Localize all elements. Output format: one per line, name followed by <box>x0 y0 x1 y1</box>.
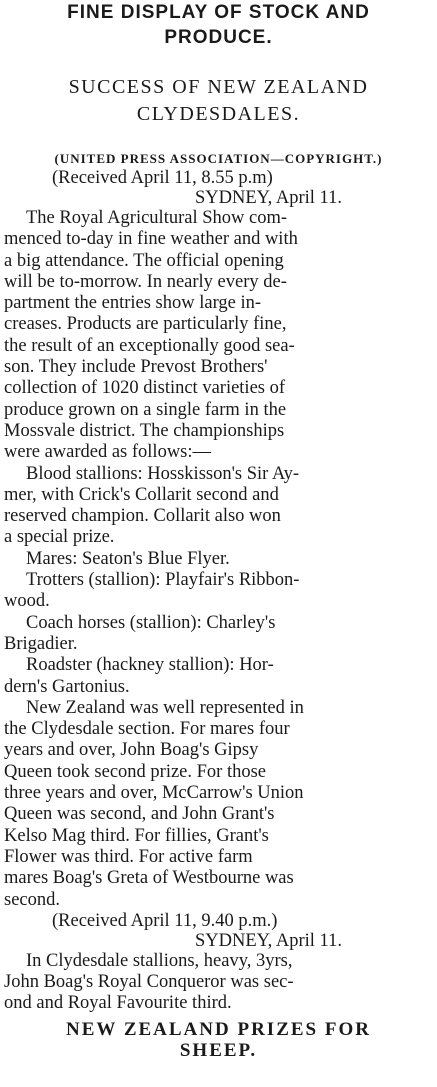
body-line: years and over, John Boag's Gipsy <box>4 740 259 761</box>
next-headline-line-1: NEW ZEALAND PRIZES FOR <box>66 1018 371 1040</box>
article-body-1 <box>4 208 433 911</box>
body-line: creases. Products are particularly fine, <box>4 314 287 335</box>
body-line: menced to-day in fine weather and with <box>4 229 298 250</box>
article-body-2 <box>4 951 433 1015</box>
body-line: John Boag's Royal Conqueror was sec- <box>4 972 294 993</box>
body-line: collection of 1020 distinct varieties of <box>4 378 286 399</box>
body-line: In Clydesdale stallions, heavy, 3yrs, <box>26 950 293 971</box>
body-line: Queen was second, and John Grant's <box>4 804 275 825</box>
body-line: second. <box>4 889 60 910</box>
headline-line-1: FINE DISPLAY OF STOCK AND <box>67 2 370 23</box>
body-line: a big attendance. The official opening <box>4 250 284 271</box>
subheadline-line-2: CLYDESDALES. <box>136 103 301 125</box>
body-line: Queen took second prize. For those <box>4 761 267 782</box>
body-line: dern's Gartonius. <box>4 676 130 697</box>
headline-line-2: PRODUCE. <box>164 27 273 48</box>
body-line: The Royal Agricultural Show com- <box>26 208 288 228</box>
body-line: Trotters (stallion): Playfair's Ribbon- <box>26 570 300 591</box>
body-line: Brigadier. <box>4 633 78 654</box>
body-line: reserved champion. Collarit also won <box>4 506 281 527</box>
body-line: mares Boag's Greta of Westbourne was <box>4 868 294 889</box>
body-line: a special prize. <box>4 527 115 548</box>
body-line: Roadster (hackney stallion): Hor- <box>26 655 274 676</box>
dateline-1: SYDNEY, April 11. <box>195 188 342 208</box>
body-line: three years and over, McCarrow's Union <box>4 783 304 804</box>
body-line: ond and Royal Favourite third. <box>4 993 232 1014</box>
headline <box>4 0 433 50</box>
body-line: mer, with Crick's Collarit second and <box>4 484 279 505</box>
body-line: produce grown on a single farm in the <box>4 399 287 420</box>
body-line: Mossvale district. The championships <box>4 420 285 441</box>
subheadline-line-1: SUCCESS OF NEW ZEALAND <box>68 76 369 98</box>
body-line: Kelso Mag third. For fillies, Grant's <box>4 825 269 846</box>
body-line: partment the entries show large in- <box>4 293 262 314</box>
body-line: New Zealand was well represented in <box>26 697 304 718</box>
body-line: were awarded as follows:— <box>4 442 212 463</box>
body-line: wood. <box>4 591 50 612</box>
body-line: Mares: Seaton's Blue Flyer. <box>26 548 230 569</box>
body-line: will be to-morrow. In nearly every de- <box>4 271 287 292</box>
body-line: son. They include Prevost Brothers' <box>4 357 268 378</box>
body-line: Blood stallions: Hosskisson's Sir Ay- <box>26 463 300 484</box>
subheadline <box>4 50 433 128</box>
body-line: the Clydesdale section. For mares four <box>4 719 290 740</box>
received-time-1: (Received April 11, 8.55 p.m) <box>52 168 273 188</box>
copyright-line: (UNITED PRESS ASSOCIATION—COPYRIGHT.) <box>54 151 383 166</box>
body-line: Flower was third. For active farm <box>4 846 253 867</box>
next-headline-line-2: SHEEP. <box>179 1039 258 1061</box>
received-time-2: (Received April 11, 9.40 p.m.) <box>52 910 278 931</box>
next-article-headline <box>4 1015 433 1061</box>
body-line: the result of an exceptionally good sea- <box>4 335 295 356</box>
dateline-2: SYDNEY, April 11. <box>195 930 342 951</box>
body-line: Coach horses (stallion): Charley's <box>26 612 276 633</box>
